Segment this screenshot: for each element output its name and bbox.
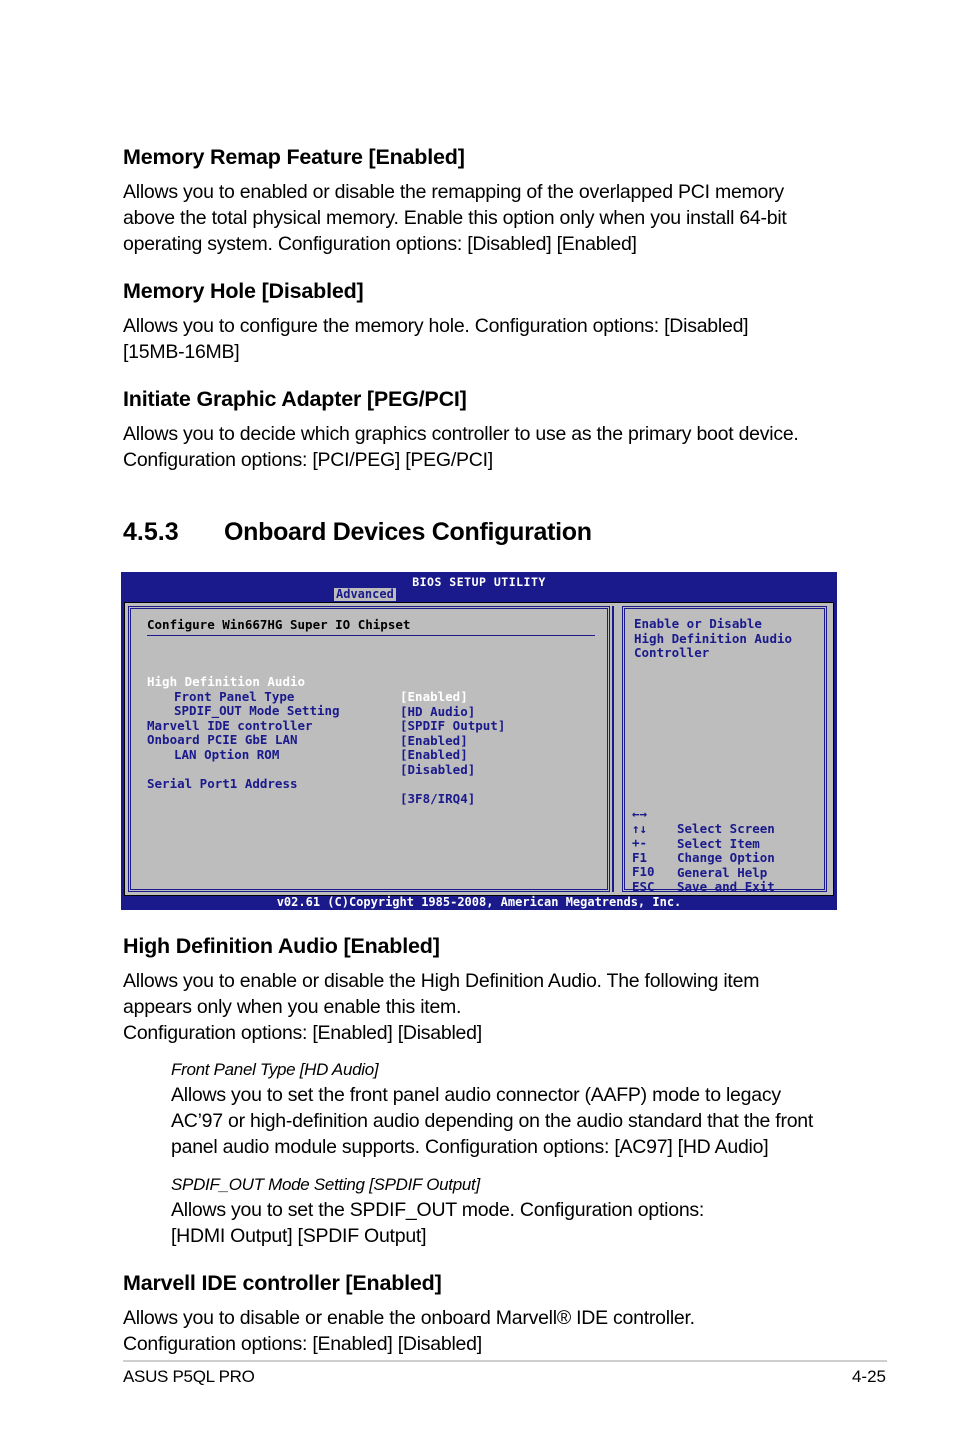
memory-hole-heading: Memory Hole [Disabled] [123, 279, 364, 303]
footer-product-name: ASUS P5QL PRO [123, 1367, 255, 1386]
hd-audio-heading: High Definition Audio [Enabled] [123, 934, 440, 958]
marvell-description: Allows you to disable or enable the onboard Marvell® IDE controller. Configuration options: [Enabled] [Disabled] [123, 1307, 695, 1355]
bios-tab-advanced[interactable]: Advanced [336, 587, 394, 601]
front-panel-heading: Front Panel Type [HD Audio] [171, 1060, 379, 1079]
section-title: Onboard Devices Configuration [224, 518, 592, 546]
bios-row-label: Marvell IDE controller [147, 717, 313, 733]
spdif-heading: SPDIF_OUT Mode Setting [SPDIF Output] [171, 1175, 480, 1194]
bios-row-value: [SPDIF Output] [400, 718, 506, 733]
footer-divider [123, 1360, 887, 1362]
section-number: 4.5.3 [123, 518, 179, 546]
bios-row-value: [Enabled] [400, 689, 468, 704]
arrow-up-down-icon: ↑↓ [632, 820, 648, 836]
bios-panel-heading: Configure Win667HG Super IO Chipset [147, 617, 411, 632]
arrow-left-right-icon: ←→ [632, 806, 648, 821]
bios-help-text: Enable or Disable High Definition Audio Controller [634, 616, 793, 660]
footer-page-number: 4-25 [851, 1367, 886, 1386]
bios-key-change-option: +- Change Option [632, 835, 775, 865]
bios-key-save-exit: F10 Save and Exit [632, 864, 775, 894]
hd-audio-description: Allows you to enable or disable the High Definition Audio. The following item appears only when you enable this item. Configuration options: [Enabled] [Disabled] [123, 970, 760, 1044]
bios-row-label: Front Panel Type [174, 688, 295, 704]
bios-key-exit: ESC Exit [632, 878, 708, 909]
bios-settings-panel [128, 606, 610, 892]
memory-remap-heading: Memory Remap Feature [Enabled] [123, 145, 465, 169]
memory-hole-description: Allows you to configure the memory hole. Configuration options: [Disabled] [15MB-16MB] [123, 315, 749, 363]
initiate-graphic-heading: Initiate Graphic Adapter [PEG/PCI] [123, 387, 467, 411]
bios-copyright: v02.61 (C)Copyright 1985-2008, American Megatrends, Inc. [276, 895, 682, 909]
bios-help-panel [622, 606, 827, 909]
bios-key-select-item: ↑↓ Select Item [632, 820, 760, 851]
bios-key-general-help: F1 General Help [632, 849, 768, 880]
bios-row-label: Onboard PCIE GbE LAN [147, 732, 298, 747]
bios-screenshot [121, 572, 837, 910]
marvell-heading: Marvell IDE controller [Enabled] [123, 1271, 442, 1295]
bios-row-label: High Definition Audio [147, 674, 306, 689]
bios-row-value: [Enabled] [400, 747, 468, 762]
spdif-description: Allows you to set the SPDIF_OUT mode. Configuration options: [HDMI Output] [SPDIF Output] [171, 1199, 705, 1247]
bios-row-value: [HD Audio] [400, 703, 476, 719]
bios-row-serial-port[interactable] [147, 761, 587, 806]
bios-row-label: SPDIF_OUT Mode Setting [174, 703, 340, 718]
bios-row-value: [Enabled] [400, 732, 468, 748]
front-panel-description: Allows you to set the front panel audio connector (AAFP) mode to legacy AC’97 or high-definition audio depending on the audio standard that the front panel audio module supports. Configuration options: [AC97] [HD Audio] [171, 1084, 814, 1158]
memory-remap-description: Allows you to enabled or disable the remapping of the overlapped PCI memory above the total physical memory. Enable this option only when you install 64-bit operating system. Configuration options: [Disabled] [Enabled] [123, 181, 787, 255]
bios-row-label: LAN Option ROM [174, 746, 280, 762]
bios-row-value: [Disabled] [400, 761, 476, 777]
initiate-graphic-description: Allows you to decide which graphics controller to use as the primary boot device. Configuration options: [PCI/PEG] [PEG/PCI] [123, 423, 799, 471]
bios-title: BIOS SETUP UTILITY [412, 575, 546, 589]
bios-row-value: [3F8/IRQ4] [400, 790, 476, 806]
bios-panel-divider [612, 606, 614, 892]
bios-key-select-screen: ←→ Select Screen [632, 806, 775, 836]
bios-row-label: Serial Port1 Address [147, 775, 298, 791]
bios-heading-divider [147, 635, 595, 636]
